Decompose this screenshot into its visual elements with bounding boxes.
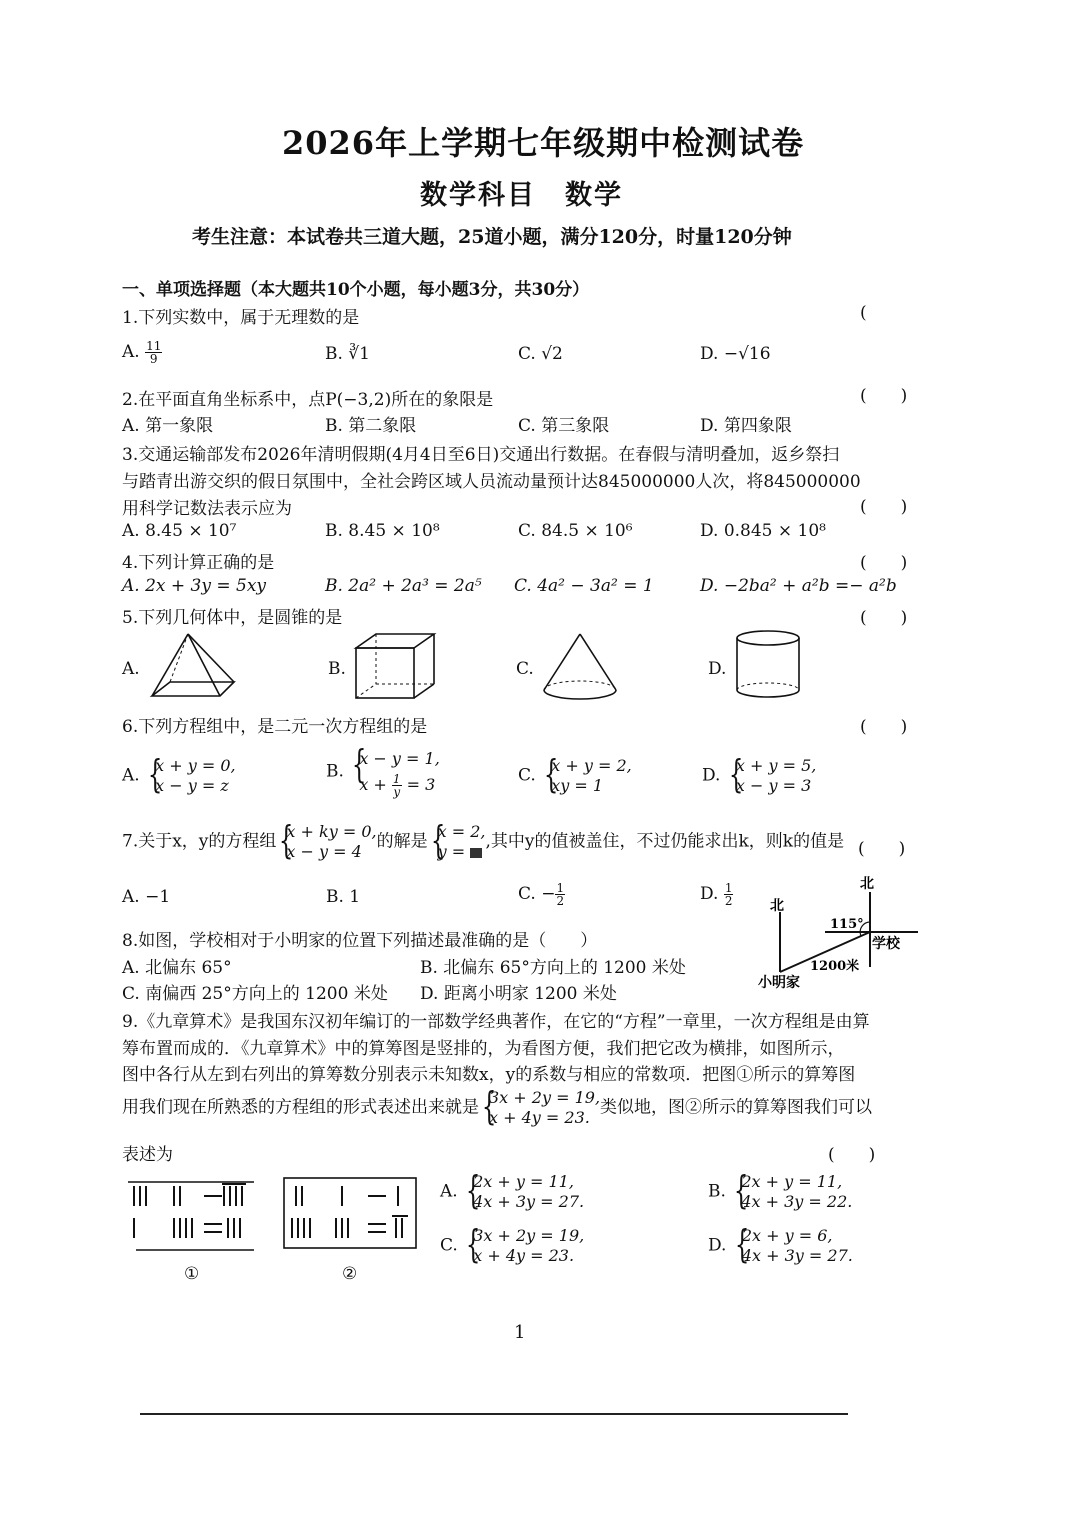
equation-row: { x + y = 5,: [735, 756, 817, 775]
equation-system: [463, 1226, 584, 1266]
distance-label: 1200米: [810, 959, 860, 974]
question-3-option-b[interactable]: B. 8.45 × 10⁸: [325, 521, 440, 541]
question-6-stem: 6.下列方程组中，是二元一次方程组的是: [122, 717, 428, 737]
equation-part: x +: [359, 775, 387, 794]
question-5-option-a-label[interactable]: A.: [122, 659, 140, 679]
section-heading: 一、单项选择题（本大题共10个小题，每小题3分，共30分）: [122, 280, 590, 300]
stem-text: 的解是: [376, 831, 428, 852]
question-9-line-1: 9.《九章算术》是我国东汉初年编订的一部数学经典著作，在它的“方程”一章里，一次方程组是由算: [122, 1012, 870, 1032]
figure-2-caption: ②: [342, 1264, 358, 1284]
equation-system: [479, 1088, 600, 1128]
question-5-option-c-label[interactable]: C.: [516, 659, 534, 679]
equation-row: { x + y = 2,: [551, 756, 632, 775]
question-6-option-a[interactable]: [122, 756, 236, 796]
fraction: [392, 773, 402, 798]
question-2-option-b[interactable]: B. 第二象限: [325, 416, 417, 436]
question-4-option-d[interactable]: D. −2ba² + a²b =− a²b: [700, 576, 897, 596]
counting-rods-figure-2: [282, 1176, 420, 1252]
question-2-option-d[interactable]: D. 第四象限: [700, 416, 792, 436]
question-4-option-c[interactable]: C. 4a² − 3a² = 1: [514, 576, 654, 596]
equation-row: 4x + 3y = 22.: [741, 1192, 853, 1211]
question-6-option-b[interactable]: [326, 746, 440, 798]
equation-row: x − y = 3: [735, 776, 812, 795]
equation-row: x + 4y = 23.: [489, 1108, 590, 1127]
option-label: C.: [440, 1235, 458, 1256]
equation-system: [145, 756, 235, 796]
covered-value: [470, 848, 482, 858]
question-9-line-2: 筹布置而成的．《九章算术》中的算筹图是竖排的，为看图方便，我们把它改为横排，如图所示，: [122, 1039, 845, 1059]
stem-text: 类似地，图②所示的算筹图我们可以: [600, 1097, 873, 1118]
footer-divider: [140, 1413, 848, 1415]
question-7-option-d[interactable]: [700, 882, 733, 907]
equation-row: { 3x + 2y = 19,: [489, 1088, 601, 1107]
question-9-option-b[interactable]: [708, 1172, 852, 1212]
stem-text: 7.关于x，y的方程组: [122, 831, 277, 852]
question-6-option-c[interactable]: [518, 756, 632, 796]
question-2-answer-paren[interactable]: ( ): [860, 386, 908, 406]
denominator: 9: [149, 352, 158, 366]
denominator: 2: [724, 894, 733, 908]
equation-row: [359, 772, 439, 798]
question-7-option-c[interactable]: [518, 882, 565, 907]
numerator: 11: [146, 339, 162, 353]
numerator: 1: [556, 881, 565, 895]
question-3-answer-paren[interactable]: ( ): [860, 497, 908, 517]
school-label: 学校: [872, 936, 900, 952]
equation-system: [731, 1172, 852, 1212]
question-3-line-2: 与踏青出游交织的假日氛围中，全社会跨区域人员流动量预计达845000000人次，将845000000: [122, 472, 861, 492]
equation-part: = 3: [406, 775, 436, 794]
question-5-option-d-label[interactable]: D.: [708, 659, 727, 679]
cone-figure: [540, 632, 620, 702]
option-label: A.: [440, 1181, 458, 1202]
question-3-line-1: 3.交通运输部发布2026年清明假期(4月4日至6日)交通出行数据。在春假与清明叠加，返乡祭扫: [122, 445, 840, 465]
question-2-option-a[interactable]: A. 第一象限: [122, 416, 214, 436]
question-7-answer-paren[interactable]: ( ): [858, 839, 906, 859]
fraction: [145, 340, 162, 365]
equation-system: [541, 756, 631, 796]
question-5-option-b-label[interactable]: B.: [328, 659, 346, 679]
equation-system: [726, 756, 816, 796]
home-label: 小明家: [758, 975, 800, 991]
fraction: [555, 882, 565, 907]
equation-row: { 3x + 2y = 19,: [473, 1226, 585, 1245]
equation-row: 4x + 3y = 27.: [741, 1246, 853, 1265]
question-3-line-3: 用科学记数法表示应为: [122, 499, 292, 519]
question-7-option-a[interactable]: A. −1: [122, 887, 171, 907]
equation-row: x − y = z: [155, 776, 229, 795]
question-4-option-b[interactable]: B. 2a² + 2a³ = 2a⁵: [325, 576, 482, 596]
solution-system: [428, 822, 486, 862]
equation-row: { x + y = 0,: [155, 756, 236, 775]
question-3-option-c[interactable]: C. 84.5 × 10⁶: [518, 521, 633, 541]
north-label-right: 北: [860, 876, 874, 892]
question-9-line-5: 表述为: [122, 1145, 173, 1165]
equation-system: [276, 822, 376, 862]
direction-diagram: [730, 872, 930, 992]
pyramid-figure: [148, 630, 238, 700]
equation-system: [349, 746, 439, 798]
numerator: 1: [392, 772, 401, 786]
question-2-option-c[interactable]: C. 第三象限: [518, 416, 610, 436]
question-8-option-b[interactable]: B. 北偏东 65°方向上的 1200 米处: [420, 958, 686, 978]
question-4-option-a[interactable]: A. 2x + 3y = 5xy: [122, 576, 267, 596]
equation-system: [732, 1226, 853, 1266]
equation-row: xy = 1: [551, 776, 604, 795]
question-9-line-4: [122, 1088, 872, 1128]
option-label: B.: [708, 1181, 726, 1202]
denominator: 2: [556, 894, 565, 908]
question-4-answer-paren[interactable]: ( ): [860, 553, 908, 573]
question-5-stem: 5.下列几何体中，是圆锥的是: [122, 608, 343, 628]
question-1-option-d[interactable]: D. −√16: [700, 344, 771, 364]
question-1-answer-paren[interactable]: (: [860, 303, 867, 323]
cube-figure: [352, 632, 438, 702]
angle-label: 115°: [830, 917, 864, 932]
cylinder-figure: [733, 628, 803, 702]
question-3-option-d[interactable]: D. 0.845 × 10⁸: [700, 521, 826, 541]
question-8-option-d[interactable]: D. 距离小明家 1200 米处: [420, 984, 617, 1004]
option-label: A.: [122, 765, 140, 786]
equation-row: { x − y = 1,: [359, 749, 440, 768]
counting-rods-figure-1: [128, 1178, 254, 1252]
question-6-option-d[interactable]: [702, 756, 816, 796]
option-label: C.: [518, 765, 536, 786]
exam-notice: 考生注意：本试卷共三道大题，25道小题，满分120分，时量120分钟: [192, 226, 792, 248]
question-9-option-c[interactable]: [440, 1226, 584, 1266]
numerator: 1: [724, 881, 733, 895]
question-9-answer-paren[interactable]: ( ): [828, 1145, 876, 1165]
question-8-option-c[interactable]: C. 南偏西 25°方向上的 1200 米处: [122, 984, 388, 1004]
equation-system: [463, 1172, 584, 1212]
question-5-answer-paren[interactable]: ( ): [860, 608, 908, 628]
question-9-line-3: 图中各行从左到右列出的算筹数分别表示未知数x，y的系数与相应的常数项．把图①所示的算筹图: [122, 1065, 856, 1085]
question-9-option-a[interactable]: [440, 1172, 584, 1212]
question-7-option-b[interactable]: B. 1: [326, 887, 361, 907]
equation-row: { 2x + y = 6,: [741, 1226, 833, 1245]
question-1-stem: 1.下列实数中，属于无理数的是: [122, 308, 360, 328]
question-8-stem: 8.如图，学校相对于小明家的位置下列描述最准确的是（ ）: [122, 931, 598, 951]
question-3-option-a[interactable]: A. 8.45 × 10⁷: [122, 521, 237, 541]
equation-row: { 2x + y = 11,: [473, 1172, 574, 1191]
figure-1-caption: ①: [184, 1264, 200, 1284]
option-label: A.: [122, 342, 140, 362]
stem-text: ,其中y的值被盖住，不过仍能求出k，则k的值是: [485, 831, 845, 852]
north-label-left: 北: [770, 898, 784, 914]
question-4-stem: 4.下列计算正确的是: [122, 553, 275, 573]
option-label: D.: [702, 765, 721, 786]
equation-row: { x = 2,: [437, 822, 486, 841]
equation-row: [438, 842, 486, 862]
page-number: 1: [514, 1322, 526, 1343]
equation-row: { 2x + y = 11,: [741, 1172, 843, 1191]
question-2-stem: 2.在平面直角坐标系中，点P(−3,2)所在的象限是: [122, 390, 494, 410]
question-1-option-c[interactable]: C. √2: [518, 344, 563, 364]
equation-row: { x + ky = 0,: [286, 822, 377, 841]
question-7-stem: [122, 822, 844, 862]
option-label: D.: [700, 884, 719, 904]
question-6-answer-paren[interactable]: ( ): [860, 717, 908, 737]
equation-row: 4x + 3y = 27.: [473, 1192, 585, 1211]
option-label: C. −: [518, 884, 556, 904]
question-8-option-a[interactable]: A. 北偏东 65°: [122, 958, 232, 978]
question-1-option-a[interactable]: [122, 340, 162, 365]
option-label: B.: [326, 761, 344, 782]
equation-row: x − y = 4: [286, 842, 362, 861]
subject-title: 数学科目 数学: [420, 180, 623, 211]
equation-part: y =: [437, 842, 466, 861]
page-title: 2026年上学期七年级期中检测试卷: [282, 124, 805, 162]
stem-text: 用我们现在所熟悉的方程组的形式表述出来就是: [122, 1097, 479, 1118]
equation-row: x + 4y = 23.: [473, 1246, 575, 1265]
question-1-option-b[interactable]: B. ∛1: [325, 344, 370, 364]
denominator: y: [393, 785, 401, 799]
question-9-option-d[interactable]: [708, 1226, 853, 1266]
option-label: D.: [708, 1235, 727, 1256]
